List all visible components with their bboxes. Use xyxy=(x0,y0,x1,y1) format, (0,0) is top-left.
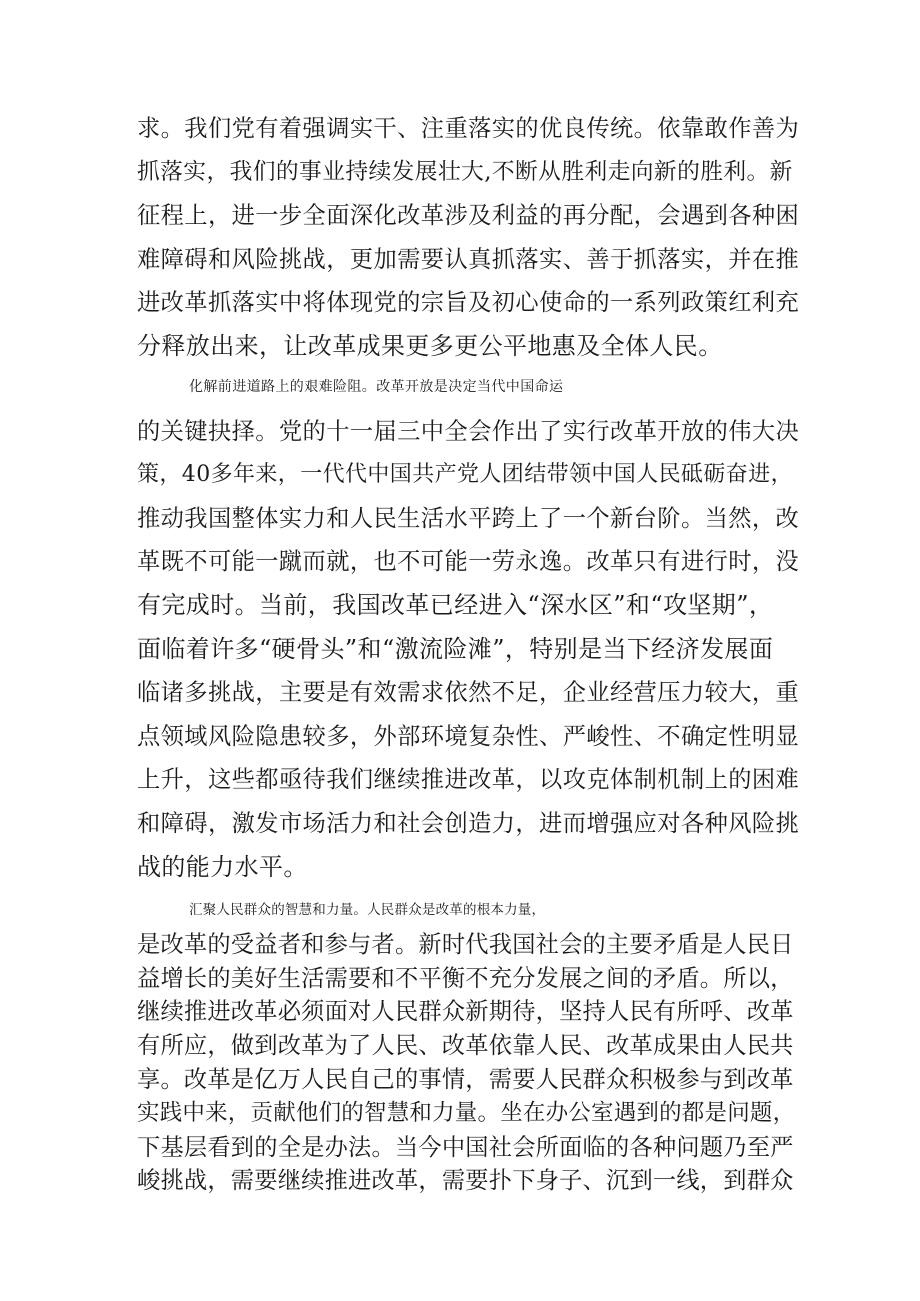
text-line: 战的能力水平。 xyxy=(137,852,308,881)
text-line: 征程上，进一步全面深化改革涉及利益的再分配，会遇到各种困 xyxy=(137,202,800,230)
text-line: 益增长的美好生活需要和不平衡不充分发展之间的矛盾。所以， xyxy=(137,964,794,992)
text-line: 推动我国整体实力和人民生活水平跨上了一个新台阶。当然，改 xyxy=(137,504,800,532)
text-line: 继续推进改革必须面对人民群众新期待，坚持人民有所呼、改革 xyxy=(137,998,794,1026)
text-line: 难障碍和风险挑战，更加需要认真抓落实、善于抓落实，并在推 xyxy=(137,245,800,273)
text-line: 化解前进道路上的艰难险阻。改革开放是决定当代中国命运 xyxy=(189,379,564,395)
text-line: 有所应，做到改革为了人民、改革依靠人民、改革成果由人民共 xyxy=(137,1032,794,1060)
text-line: 点领域风险隐患较多，外部环境复杂性、严峻性、不确定性明显 xyxy=(137,722,800,750)
text-line: 革既不可能一蹴而就，也不可能一劳永逸。改革只有进行时，没 xyxy=(137,548,800,576)
text-line: 策，40多年来，一代代中国共产党人团结带领中国人民砥砺奋进， xyxy=(137,462,793,488)
text-line: 汇聚人民群众的智慧和力量。人民群众是改革的根本力量， xyxy=(189,902,546,918)
text-line: 峻挑战，需要继续推进改革，需要扑下身子、沉到一线，到群众 xyxy=(137,1167,794,1195)
paragraph-1 xyxy=(137,107,800,369)
text-line: 实践中来，贡献他们的智慧和力量。坐在办公室遇到的都是问题， xyxy=(137,1099,796,1126)
text-line: 下基层看到的全是办法。当今中国社会所面临的各种问题乃至严 xyxy=(137,1133,794,1161)
text-line: 有完成时。当前，我国改革已经进入“深水区”和“攻坚期”， xyxy=(137,590,774,619)
text-line: 享。改革是亿万人民自己的事情，需要人民群众积极参与到改革 xyxy=(137,1065,794,1093)
text-line: 抓落实，我们的事业持续发展壮大,不断从胜利走向新的胜利。新 xyxy=(137,158,793,185)
text-line: 进改革抓落实中将体现党的宗旨及初心使命的一系列政策红利充 xyxy=(137,289,800,317)
paragraph-2 xyxy=(137,366,800,889)
text-line: 是改革的受益者和参与者。新时代我国社会的主要矛盾是人民日 xyxy=(137,930,794,958)
text-line: 求。我们党有着强调实干、注重落实的优良传统。依靠敢作善为 xyxy=(137,115,800,142)
paragraph-3 xyxy=(137,894,797,1198)
text-line: 的关键抉择。党的十一届三中全会作出了实行改革开放的伟大决 xyxy=(137,417,800,445)
text-line: 临诸多挑战，主要是有效需求依然不足，企业经营压力较大，重 xyxy=(137,679,800,707)
text-line: 分释放出来，让改革成果更多更公平地惠及全体人民。 xyxy=(137,331,723,360)
text-line: 和障碍，激发市场活力和社会创造力，进而增强应对各种风险挑 xyxy=(137,809,800,837)
text-line: 面临着许多“硬骨头”和“激流险滩”，特别是当下经济发展面 xyxy=(137,634,774,663)
text-line: 上升，这些都亟待我们继续推进改革，以攻克体制机制上的困难 xyxy=(137,766,800,794)
